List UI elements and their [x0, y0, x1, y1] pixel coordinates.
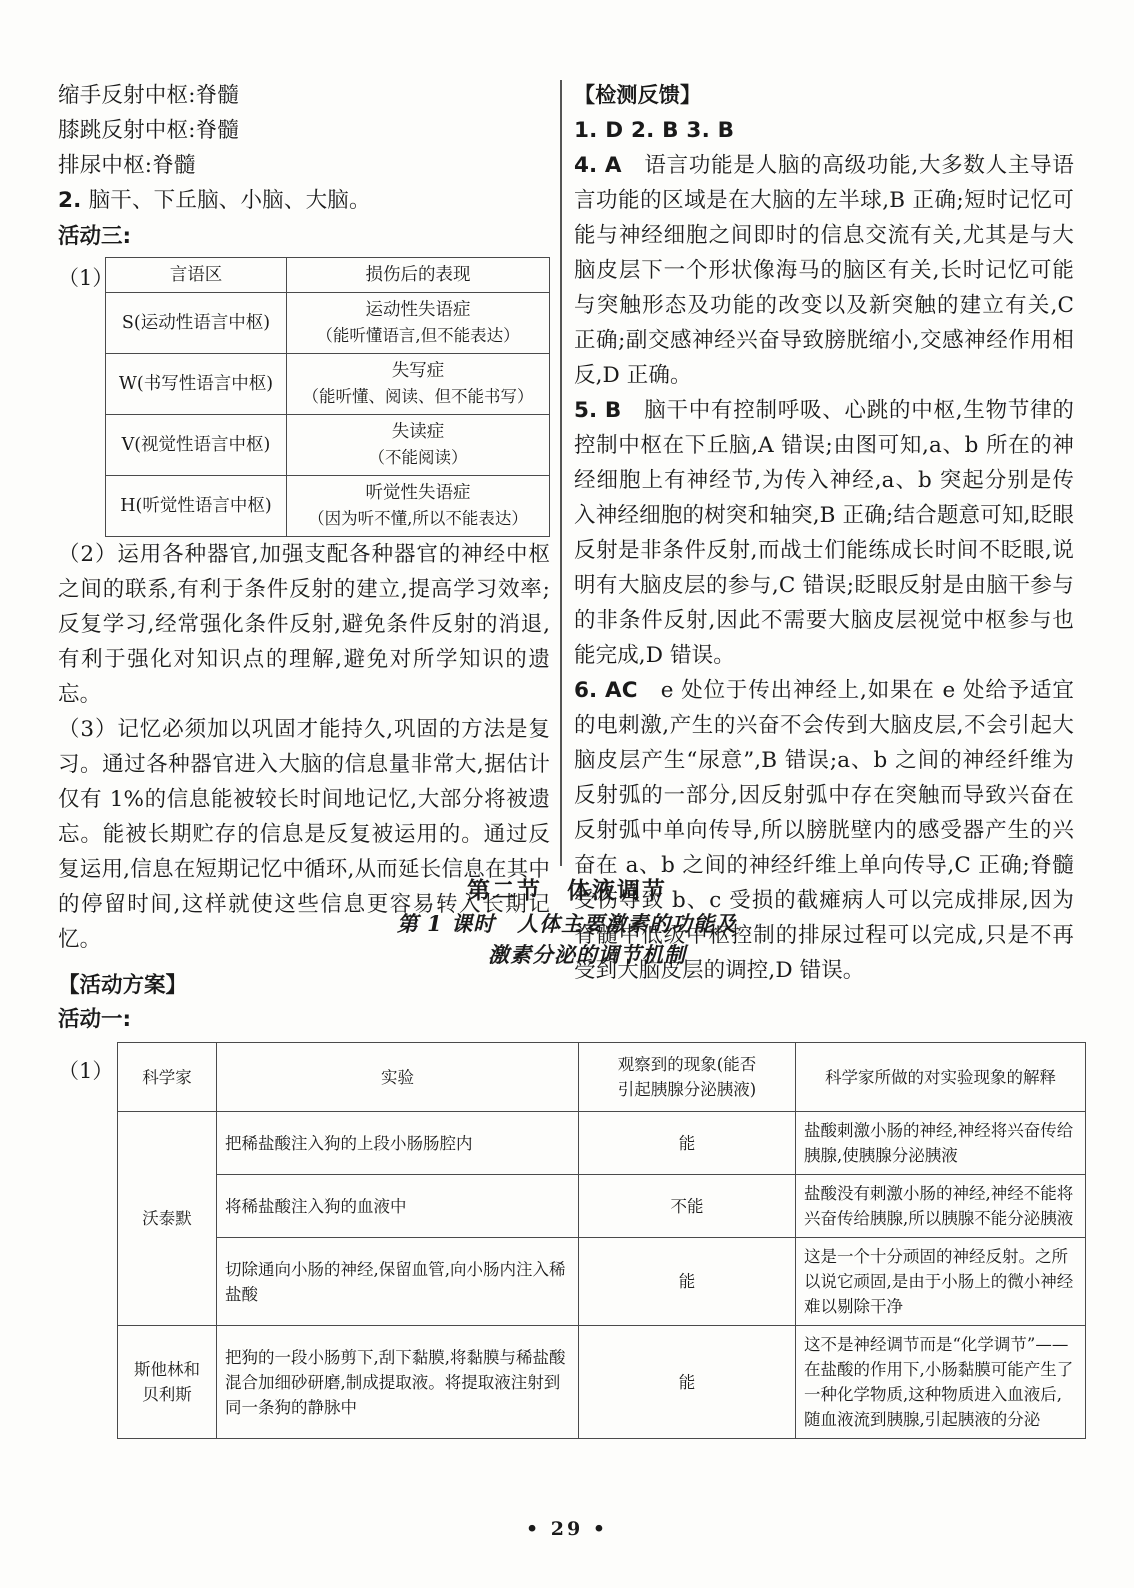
reflex-line-1: 缩手反射中枢:脊髓 — [58, 83, 240, 108]
answer-item-2 — [58, 183, 550, 218]
exp-explanation-text: 这不是神经调节而是“化学调节”——在盐酸的作用下,小肠黏膜可能产生了一种化学物质,这种物质进入血液后,随血液流到胰腺,引起胰液的分泌 — [796, 1326, 1086, 1439]
answer-q5-number: 5. — [574, 398, 598, 423]
exp-experiment-text: 将稀盐酸注入狗的血液中 — [217, 1175, 579, 1238]
exp-header-scientist: 科学家 — [118, 1043, 217, 1112]
exp-header-explanation: 科学家所做的对实验现象的解释 — [796, 1043, 1086, 1112]
exp-explanation-text: 盐酸没有刺激小肠的神经,神经不能将兴奋传给胰腺,所以胰腺不能分泌胰液 — [796, 1175, 1086, 1238]
exp-explanation-text: 这是一个十分顽固的神经反射。之所以说它顽固,是由于小肠上的微小神经难以剔除干净 — [796, 1238, 1086, 1326]
column-divider — [560, 80, 562, 866]
effect-title: 听觉性失语症 — [365, 483, 471, 503]
effect-title: 运动性失语症 — [365, 300, 471, 320]
table-row — [106, 415, 550, 476]
effect-detail: （能听懂、阅读、但不能书写） — [302, 387, 534, 406]
activity-three-label: 活动三: — [58, 224, 132, 249]
speech-area-name: V(视觉性语言中枢) — [106, 415, 287, 476]
exp-experiment-text: 切除通向小肠的神经,保留血管,向小肠内注入稀盐酸 — [217, 1238, 579, 1326]
speech-area-effect — [287, 476, 550, 537]
short-answers-text: 1. D 2. B 3. B — [574, 118, 735, 143]
reflex-line-2 — [58, 113, 550, 148]
activity-scheme-label: 【活动方案】 — [58, 973, 188, 998]
exp-observation-text: 能 — [579, 1326, 796, 1439]
effect-title: 失读症 — [391, 422, 445, 442]
table-row — [106, 293, 550, 354]
effect-detail: （不能阅读） — [368, 448, 468, 467]
table-row — [118, 1238, 1086, 1326]
speech-area-table — [105, 257, 550, 537]
answer-q4-text: 语言功能是人脑的高级功能,大多数人主导语言功能的区域是在大脑的左半球,B 正确;短时记忆可能与神经细胞之间即时的信息交流有关,尤其是与大脑皮层下一个形状像海马的脑区有关,长时记忆可能与突触形态及功能的改变以及新突触的建立有关,C 正确;副交感神经兴奋导致膀胱缩小,交感神经作用相反,D 正确。 — [574, 153, 1075, 388]
reflex-line-2-text: 膝跳反射中枢:脊髓 — [58, 118, 240, 143]
exp-header-observation — [579, 1043, 796, 1112]
effect-detail: （能听懂语言,但不能表达） — [316, 326, 520, 345]
speech-table-header-area: 言语区 — [106, 258, 287, 293]
answer-3-paragraph: （3）记忆必须加以巩固才能持久,巩固的方法是复习。通过各种器官进入大脑的信息量非常大,据估计仅有 1%的信息能被较长时间地记忆,大部分将被遗忘。能被长期贮存的信息是反复被运用的。通过反复运用,信息在短期记忆中循环,从而延长信息在其中的停留时间,这样就使这些信息更容易转入长期记忆。 — [58, 717, 550, 952]
speech-table-header-effect: 损伤后的表现 — [287, 258, 550, 293]
experiment-table-block — [58, 1042, 1086, 1439]
table-header-row — [106, 258, 550, 293]
feedback-section-title: 【检测反馈】 — [574, 83, 702, 107]
answer-item-2-number: 2. — [58, 188, 82, 213]
answer-2-paragraph: （2）运用各种器官,加强支配各种器官的神经中枢之间的联系,有利于条件反射的建立,提高学习效率;反复学习,经常强化条件反射,避免条件反射的消退,有利于强化对知识点的理解,避免对所学知识的遗忘。 — [58, 542, 550, 707]
exp-header-observation-line1: 观察到的现象(能否 — [617, 1055, 757, 1074]
experiment-table — [117, 1042, 1086, 1439]
lesson-heading — [0, 908, 1134, 970]
answer-q4 — [574, 148, 1074, 393]
exp-experiment-text: 把稀盐酸注入狗的上段小肠肠腔内 — [217, 1112, 579, 1175]
lesson-heading-line1: 第 1 课时 人体主要激素的功能及 — [396, 911, 738, 936]
effect-detail: （因为听不懂,所以不能表达） — [308, 509, 528, 528]
exp-observation-text: 能 — [579, 1238, 796, 1326]
answer-q5-choice: B — [604, 398, 622, 423]
lesson-heading-line2: 激素分泌的调节机制 — [488, 942, 686, 967]
reflex-line-3: 排尿中枢:脊髓 — [58, 153, 196, 178]
table-row — [118, 1175, 1086, 1238]
exp-header-experiment: 实验 — [217, 1043, 579, 1112]
answer-q6-choice: AC — [605, 678, 638, 703]
answer-q6-text: e 处位于传出神经上,如果在 e 处给予适宜的电刺激,产生的兴奋不会传到大脑皮层,不会引起大脑皮层产生“尿意”,B 错误;a、b 之间的神经纤维为反射弧的一部分,因反射弧中存在突触而导致兴奋在反射弧中单向传导,所以膀胱壁内的感受器产生的兴奋在 a、b 之间的神经纤维上单向传导,C 正确;脊髓受伤导致 b、c 受损的截瘫病人可以完成排尿,因为脊髓中低级中枢控制的排尿过程可以完成,只是不再受到大脑皮层的调控,D 错误。 — [574, 678, 1074, 983]
exp-observation-text: 不能 — [579, 1175, 796, 1238]
table-row — [118, 1326, 1086, 1439]
answer-item-2-text: 脑干、下丘脑、小脑、大脑。 — [88, 188, 371, 213]
answer-q4-number: 4. — [574, 153, 598, 178]
speech-table-marker: （1） — [58, 266, 114, 290]
exp-scientist-name: 沃泰默 — [118, 1112, 217, 1326]
speech-area-name: W(书写性语言中枢) — [106, 354, 287, 415]
answer-q4-choice: A — [604, 153, 622, 178]
section-heading: 第二节 体液调节 — [467, 878, 667, 904]
exp-experiment-text: 把狗的一段小肠剪下,刮下黏膜,将黏膜与稀盐酸混合加细砂研磨,制成提取液。将提取液注射到同一条狗的静脉中 — [217, 1326, 579, 1439]
effect-title: 失写症 — [391, 361, 445, 381]
left-column — [58, 78, 550, 957]
exp-explanation-text: 盐酸刺激小肠的神经,神经将兴奋传给胰腺,使胰腺分泌胰液 — [796, 1112, 1086, 1175]
speech-area-name: H(听觉性语言中枢) — [106, 476, 287, 537]
speech-area-effect — [287, 293, 550, 354]
speech-area-effect — [287, 415, 550, 476]
right-column — [574, 78, 1074, 988]
experiment-table-marker: （1） — [58, 1059, 114, 1083]
exp-header-observation-line2: 引起胰腺分泌胰液) — [617, 1080, 757, 1099]
table-header-row — [118, 1043, 1086, 1112]
exp-observation-text: 能 — [579, 1112, 796, 1175]
table-row — [106, 354, 550, 415]
exp-scientist-name: 斯他林和贝利斯 — [118, 1326, 217, 1439]
table-row — [118, 1112, 1086, 1175]
speech-area-effect — [287, 354, 550, 415]
answer-q5 — [574, 393, 1074, 673]
page-number: • 29 • — [526, 1518, 608, 1540]
answer-q6-number: 6. — [574, 678, 598, 703]
table-row — [106, 476, 550, 537]
activity-one-label: 活动一: — [58, 1007, 132, 1032]
speech-area-table-block — [58, 257, 550, 537]
short-answers-line — [574, 113, 1074, 148]
speech-area-name: S(运动性语言中枢) — [106, 293, 287, 354]
answer-q5-text: 脑干中有控制呼吸、心跳的中枢,生物节律的控制中枢在下丘脑,A 错误;由图可知,a、b 所在的神经细胞上有神经节,为传入神经,a、b 突起分别是传入神经细胞的树突和轴突,B 正确;结合题意可知,眨眼反射是非条件反射,而战士们能练成长时间不眨眼,说明有大脑皮层的参与,C 错误;眨眼反射是由脑干参与的非条件反射,因此不需要大脑皮层视觉中枢参与也能完成,D 错误。 — [574, 398, 1074, 668]
